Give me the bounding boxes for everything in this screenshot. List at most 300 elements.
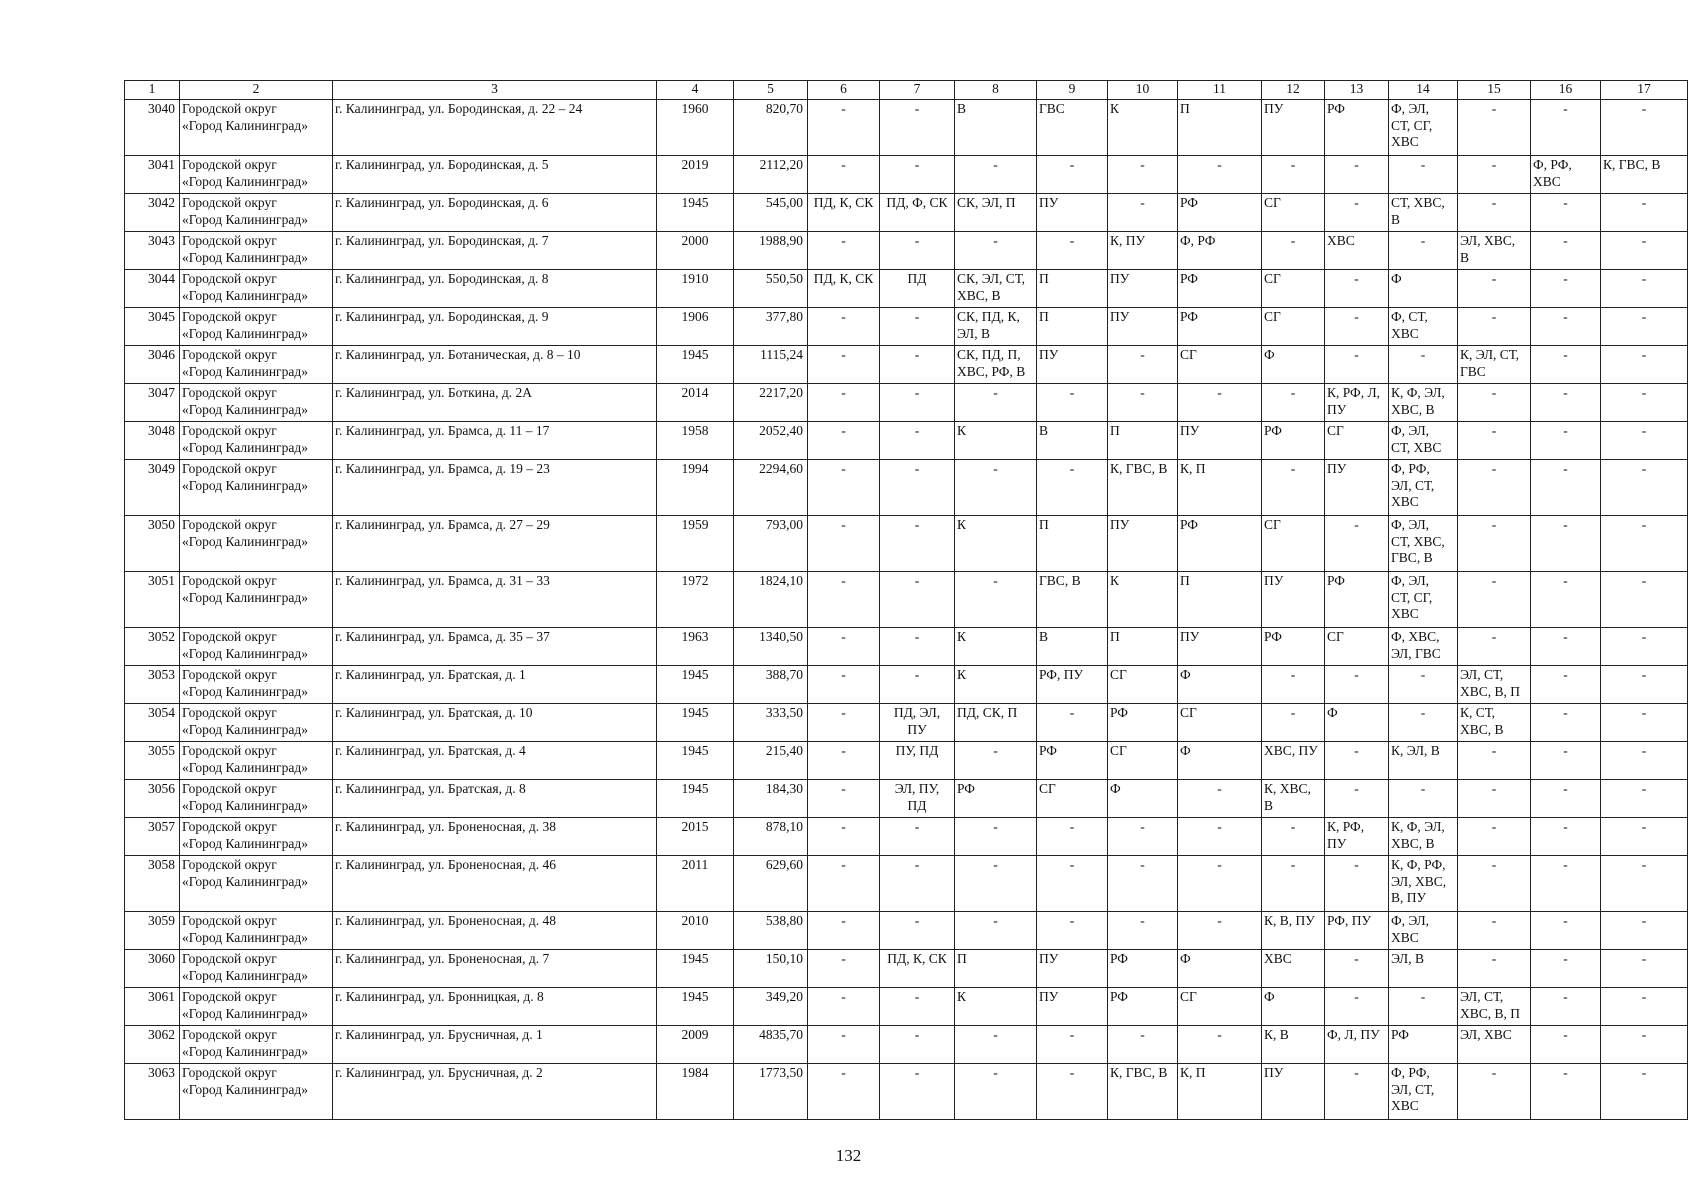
table-cell-col-12: СГ bbox=[1262, 270, 1325, 308]
page-number: 132 bbox=[835, 1146, 862, 1165]
table-cell-col-6: ПД, К, СК bbox=[808, 270, 880, 308]
table-cell-col-10: СГ bbox=[1108, 742, 1178, 780]
table-cell-col-3: г. Калининград, ул. Бронницкая, д. 8 bbox=[333, 988, 657, 1026]
table-cell-col-14: - bbox=[1389, 704, 1458, 742]
table-cell-col-3: г. Калининград, ул. Братская, д. 4 bbox=[333, 742, 657, 780]
table-cell-col-4: 1959 bbox=[657, 516, 734, 572]
table-cell-col-15: - bbox=[1458, 156, 1531, 194]
table-cell-col-10: - bbox=[1108, 912, 1178, 950]
table-cell-col-17: - bbox=[1601, 780, 1688, 818]
table-cell-col-7: - bbox=[880, 912, 955, 950]
table-row bbox=[125, 100, 1688, 156]
table-cell-col-16: - bbox=[1531, 572, 1601, 628]
table-cell-col-8: К bbox=[955, 666, 1037, 704]
table-cell-col-11: - bbox=[1178, 156, 1262, 194]
table-cell-col-6: ПД, К, СК bbox=[808, 194, 880, 232]
table-cell-col-16: - bbox=[1531, 742, 1601, 780]
table-cell-col-5: 377,80 bbox=[734, 308, 808, 346]
table-cell-col-12: - bbox=[1262, 856, 1325, 912]
table-cell-col-1: 3042 bbox=[125, 194, 180, 232]
table-cell-col-14: Ф, ЭЛ, СТ, ХВС, ГВС, В bbox=[1389, 516, 1458, 572]
table-cell-col-2: Городской округ «Город Калининград» bbox=[180, 346, 333, 384]
table-cell-col-8: - bbox=[955, 818, 1037, 856]
table-cell-col-15: - bbox=[1458, 628, 1531, 666]
table-cell-col-2: Городской округ «Город Калининград» bbox=[180, 818, 333, 856]
table-cell-col-9: ПУ bbox=[1037, 194, 1108, 232]
table-cell-col-8: - bbox=[955, 460, 1037, 516]
table-cell-col-2: Городской округ «Город Калининград» bbox=[180, 780, 333, 818]
table-cell-col-4: 1945 bbox=[657, 950, 734, 988]
table-cell-col-3: г. Калининград, ул. Бородинская, д. 7 bbox=[333, 232, 657, 270]
table-cell-col-16: - bbox=[1531, 270, 1601, 308]
table-cell-col-2: Городской округ «Город Калининград» bbox=[180, 232, 333, 270]
table-cell-col-4: 1945 bbox=[657, 194, 734, 232]
table-cell-col-14: К, Ф, РФ, ЭЛ, ХВС, В, ПУ bbox=[1389, 856, 1458, 912]
table-cell-col-9: ГВС, В bbox=[1037, 572, 1108, 628]
table-row bbox=[125, 818, 1688, 856]
table-cell-col-13: - bbox=[1325, 666, 1389, 704]
table-cell-col-11: ПУ bbox=[1178, 422, 1262, 460]
table-cell-col-2: Городской округ «Город Калининград» bbox=[180, 742, 333, 780]
table-cell-col-15: - bbox=[1458, 780, 1531, 818]
table-cell-col-5: 538,80 bbox=[734, 912, 808, 950]
table-cell-col-16: - bbox=[1531, 346, 1601, 384]
table-cell-col-1: 3048 bbox=[125, 422, 180, 460]
table-cell-col-13: ХВС bbox=[1325, 232, 1389, 270]
table-cell-col-11: - bbox=[1178, 1026, 1262, 1064]
table-cell-col-7: - bbox=[880, 422, 955, 460]
table-cell-col-2: Городской округ «Город Калининград» bbox=[180, 422, 333, 460]
table-cell-col-4: 1960 bbox=[657, 100, 734, 156]
table-cell-col-8: В bbox=[955, 100, 1037, 156]
table-cell-col-2: Городской округ «Город Калининград» bbox=[180, 384, 333, 422]
table-cell-col-13: - bbox=[1325, 270, 1389, 308]
table-cell-col-16: - bbox=[1531, 422, 1601, 460]
table-cell-col-11: РФ bbox=[1178, 516, 1262, 572]
table-cell-col-14: К, Ф, ЭЛ, ХВС, В bbox=[1389, 818, 1458, 856]
table-row bbox=[125, 856, 1688, 912]
table-cell-col-16: - bbox=[1531, 194, 1601, 232]
table-cell-col-10: - bbox=[1108, 194, 1178, 232]
table-cell-col-16: - bbox=[1531, 308, 1601, 346]
table-cell-col-7: - bbox=[880, 572, 955, 628]
table-cell-col-16: - bbox=[1531, 384, 1601, 422]
table-cell-col-14: Ф, ЭЛ, ХВС bbox=[1389, 912, 1458, 950]
table-cell-col-3: г. Калининград, ул. Братская, д. 8 bbox=[333, 780, 657, 818]
table-cell-col-13: РФ bbox=[1325, 100, 1389, 156]
table-cell-col-3: г. Калининград, ул. Бородинская, д. 22 – 24 bbox=[333, 100, 657, 156]
table-cell-col-10: Ф bbox=[1108, 780, 1178, 818]
table-cell-col-5: 333,50 bbox=[734, 704, 808, 742]
table-cell-col-9: - bbox=[1037, 384, 1108, 422]
table-cell-col-16: - bbox=[1531, 460, 1601, 516]
table-cell-col-6: - bbox=[808, 742, 880, 780]
table-cell-col-1: 3059 bbox=[125, 912, 180, 950]
table-cell-col-8: - bbox=[955, 232, 1037, 270]
table-cell-col-17: - bbox=[1601, 628, 1688, 666]
table-cell-col-11: РФ bbox=[1178, 308, 1262, 346]
table-cell-col-11: П bbox=[1178, 100, 1262, 156]
table-cell-col-6: - bbox=[808, 666, 880, 704]
table-cell-col-10: К, ГВС, В bbox=[1108, 460, 1178, 516]
table-cell-col-13: РФ, ПУ bbox=[1325, 912, 1389, 950]
column-header-13: 13 bbox=[1325, 81, 1389, 100]
table-cell-col-10: - bbox=[1108, 384, 1178, 422]
table-cell-col-6: - bbox=[808, 704, 880, 742]
table-cell-col-10: ПУ bbox=[1108, 308, 1178, 346]
table-cell-col-10: - bbox=[1108, 156, 1178, 194]
table-cell-col-17: - bbox=[1601, 194, 1688, 232]
table-cell-col-17: - bbox=[1601, 912, 1688, 950]
table-cell-col-9: П bbox=[1037, 516, 1108, 572]
table-cell-col-4: 2014 bbox=[657, 384, 734, 422]
table-cell-col-16: - bbox=[1531, 232, 1601, 270]
table-cell-col-9: - bbox=[1037, 856, 1108, 912]
table-cell-col-2: Городской округ «Город Калининград» bbox=[180, 194, 333, 232]
table-cell-col-12: - bbox=[1262, 818, 1325, 856]
table-cell-col-17: - bbox=[1601, 856, 1688, 912]
table-cell-col-8: - bbox=[955, 1026, 1037, 1064]
table-cell-col-6: - bbox=[808, 572, 880, 628]
table-cell-col-16: - bbox=[1531, 516, 1601, 572]
table-cell-col-7: - bbox=[880, 628, 955, 666]
column-header-11: 11 bbox=[1178, 81, 1262, 100]
table-cell-col-3: г. Калининград, ул. Братская, д. 1 bbox=[333, 666, 657, 704]
table-cell-col-9: ПУ bbox=[1037, 346, 1108, 384]
table-cell-col-16: - bbox=[1531, 856, 1601, 912]
table-cell-col-7: ПУ, ПД bbox=[880, 742, 955, 780]
table-cell-col-9: В bbox=[1037, 628, 1108, 666]
table-cell-col-9: В bbox=[1037, 422, 1108, 460]
column-header-4: 4 bbox=[657, 81, 734, 100]
column-header-8: 8 bbox=[955, 81, 1037, 100]
table-cell-col-6: - bbox=[808, 912, 880, 950]
table-cell-col-10: К, ПУ bbox=[1108, 232, 1178, 270]
table-cell-col-1: 3044 bbox=[125, 270, 180, 308]
table-cell-col-7: - bbox=[880, 100, 955, 156]
column-header-12: 12 bbox=[1262, 81, 1325, 100]
table-cell-col-9: П bbox=[1037, 308, 1108, 346]
table-cell-col-6: - bbox=[808, 818, 880, 856]
table-cell-col-11: - bbox=[1178, 818, 1262, 856]
table-cell-col-9: - bbox=[1037, 912, 1108, 950]
table-cell-col-13: - bbox=[1325, 950, 1389, 988]
register-table-container bbox=[124, 80, 1688, 1120]
table-cell-col-12: Ф bbox=[1262, 988, 1325, 1026]
table-cell-col-11: - bbox=[1178, 384, 1262, 422]
table-cell-col-15: - bbox=[1458, 270, 1531, 308]
table-cell-col-10: СГ bbox=[1108, 666, 1178, 704]
table-row bbox=[125, 572, 1688, 628]
table-cell-col-5: 150,10 bbox=[734, 950, 808, 988]
table-cell-col-2: Городской округ «Город Калининград» bbox=[180, 628, 333, 666]
table-cell-col-1: 3060 bbox=[125, 950, 180, 988]
table-cell-col-2: Городской округ «Город Калининград» bbox=[180, 666, 333, 704]
table-cell-col-3: г. Калининград, ул. Брусничная, д. 2 bbox=[333, 1064, 657, 1120]
table-cell-col-4: 2010 bbox=[657, 912, 734, 950]
table-cell-col-12: ПУ bbox=[1262, 100, 1325, 156]
table-cell-col-3: г. Калининград, ул. Брамса, д. 31 – 33 bbox=[333, 572, 657, 628]
table-cell-col-5: 349,20 bbox=[734, 988, 808, 1026]
table-cell-col-7: - bbox=[880, 232, 955, 270]
table-row bbox=[125, 950, 1688, 988]
table-cell-col-13: - bbox=[1325, 742, 1389, 780]
table-cell-col-2: Городской округ «Город Калининград» bbox=[180, 912, 333, 950]
table-cell-col-1: 3056 bbox=[125, 780, 180, 818]
table-cell-col-8: СК, ЭЛ, П bbox=[955, 194, 1037, 232]
table-cell-col-9: РФ, ПУ bbox=[1037, 666, 1108, 704]
table-cell-col-13: - bbox=[1325, 346, 1389, 384]
table-cell-col-15: - bbox=[1458, 818, 1531, 856]
table-cell-col-17: - bbox=[1601, 516, 1688, 572]
table-cell-col-3: г. Калининград, ул. Брамса, д. 27 – 29 bbox=[333, 516, 657, 572]
table-cell-col-11: РФ bbox=[1178, 194, 1262, 232]
table-cell-col-1: 3045 bbox=[125, 308, 180, 346]
table-cell-col-5: 2294,60 bbox=[734, 460, 808, 516]
table-cell-col-14: Ф, СТ, ХВС bbox=[1389, 308, 1458, 346]
table-row bbox=[125, 666, 1688, 704]
table-cell-col-13: РФ bbox=[1325, 572, 1389, 628]
table-cell-col-9: - bbox=[1037, 156, 1108, 194]
table-cell-col-2: Городской округ «Город Калининград» bbox=[180, 704, 333, 742]
column-header-10: 10 bbox=[1108, 81, 1178, 100]
table-cell-col-17: - bbox=[1601, 1026, 1688, 1064]
table-cell-col-11: - bbox=[1178, 912, 1262, 950]
table-cell-col-5: 1115,24 bbox=[734, 346, 808, 384]
table-cell-col-14: ЭЛ, В bbox=[1389, 950, 1458, 988]
table-cell-col-9: ГВС bbox=[1037, 100, 1108, 156]
table-cell-col-14: - bbox=[1389, 780, 1458, 818]
table-cell-col-15: - bbox=[1458, 950, 1531, 988]
table-body bbox=[125, 100, 1688, 1120]
table-cell-col-6: - bbox=[808, 780, 880, 818]
table-cell-col-16: - bbox=[1531, 950, 1601, 988]
table-cell-col-2: Городской округ «Город Калининград» bbox=[180, 100, 333, 156]
table-cell-col-16: - bbox=[1531, 100, 1601, 156]
table-cell-col-2: Городской округ «Город Калининград» bbox=[180, 1026, 333, 1064]
table-cell-col-10: ПУ bbox=[1108, 270, 1178, 308]
table-cell-col-16: - bbox=[1531, 988, 1601, 1026]
table-cell-col-4: 2000 bbox=[657, 232, 734, 270]
table-row bbox=[125, 1026, 1688, 1064]
table-cell-col-7: - bbox=[880, 308, 955, 346]
table-cell-col-15: - bbox=[1458, 308, 1531, 346]
table-cell-col-17: - bbox=[1601, 742, 1688, 780]
table-header bbox=[125, 81, 1688, 100]
table-cell-col-1: 3057 bbox=[125, 818, 180, 856]
table-cell-col-10: К bbox=[1108, 572, 1178, 628]
table-cell-col-4: 1945 bbox=[657, 346, 734, 384]
table-cell-col-15: - bbox=[1458, 742, 1531, 780]
table-cell-col-3: г. Калининград, ул. Броненосная, д. 7 bbox=[333, 950, 657, 988]
table-cell-col-12: СГ bbox=[1262, 194, 1325, 232]
table-cell-col-11: ПУ bbox=[1178, 628, 1262, 666]
table-cell-col-14: РФ bbox=[1389, 1026, 1458, 1064]
table-cell-col-15: - bbox=[1458, 516, 1531, 572]
table-cell-col-8: СК, ПД, П, ХВС, РФ, В bbox=[955, 346, 1037, 384]
table-cell-col-12: СГ bbox=[1262, 308, 1325, 346]
table-cell-col-9: СГ bbox=[1037, 780, 1108, 818]
table-cell-col-15: - bbox=[1458, 572, 1531, 628]
table-cell-col-17: - bbox=[1601, 950, 1688, 988]
table-cell-col-1: 3061 bbox=[125, 988, 180, 1026]
table-row bbox=[125, 346, 1688, 384]
table-cell-col-15: - bbox=[1458, 912, 1531, 950]
table-cell-col-8: - bbox=[955, 742, 1037, 780]
table-cell-col-11: РФ bbox=[1178, 270, 1262, 308]
table-cell-col-1: 3046 bbox=[125, 346, 180, 384]
table-cell-col-12: ХВС bbox=[1262, 950, 1325, 988]
table-cell-col-7: - bbox=[880, 818, 955, 856]
table-cell-col-10: РФ bbox=[1108, 704, 1178, 742]
table-cell-col-9: ПУ bbox=[1037, 950, 1108, 988]
table-cell-col-7: - bbox=[880, 516, 955, 572]
table-cell-col-4: 1958 bbox=[657, 422, 734, 460]
table-cell-col-10: - bbox=[1108, 818, 1178, 856]
table-cell-col-13: - bbox=[1325, 308, 1389, 346]
table-cell-col-4: 1945 bbox=[657, 780, 734, 818]
table-cell-col-15: - bbox=[1458, 194, 1531, 232]
table-cell-col-2: Городской округ «Город Калининград» bbox=[180, 516, 333, 572]
table-cell-col-6: - bbox=[808, 950, 880, 988]
table-cell-col-9: П bbox=[1037, 270, 1108, 308]
column-header-3: 3 bbox=[333, 81, 657, 100]
table-cell-col-2: Городской округ «Город Калининград» bbox=[180, 308, 333, 346]
table-cell-col-13: - bbox=[1325, 856, 1389, 912]
table-cell-col-16: - bbox=[1531, 1064, 1601, 1120]
table-cell-col-10: П bbox=[1108, 422, 1178, 460]
table-cell-col-8: - bbox=[955, 384, 1037, 422]
column-header-5: 5 bbox=[734, 81, 808, 100]
table-cell-col-5: 215,40 bbox=[734, 742, 808, 780]
table-cell-col-9: РФ bbox=[1037, 742, 1108, 780]
table-cell-col-2: Городской округ «Город Калининград» bbox=[180, 856, 333, 912]
table-cell-col-12: К, В bbox=[1262, 1026, 1325, 1064]
table-cell-col-17: - bbox=[1601, 270, 1688, 308]
table-cell-col-7: - bbox=[880, 346, 955, 384]
table-cell-col-16: Ф, РФ, ХВС bbox=[1531, 156, 1601, 194]
table-row bbox=[125, 1064, 1688, 1120]
table-cell-col-12: К, ХВС, В bbox=[1262, 780, 1325, 818]
table-cell-col-17: - bbox=[1601, 572, 1688, 628]
column-header-15: 15 bbox=[1458, 81, 1531, 100]
table-cell-col-1: 3053 bbox=[125, 666, 180, 704]
table-cell-col-7: - bbox=[880, 1026, 955, 1064]
table-cell-col-13: - bbox=[1325, 988, 1389, 1026]
table-cell-col-14: Ф, РФ, ЭЛ, СТ, ХВС bbox=[1389, 460, 1458, 516]
table-cell-col-5: 388,70 bbox=[734, 666, 808, 704]
table-row bbox=[125, 422, 1688, 460]
table-cell-col-16: - bbox=[1531, 912, 1601, 950]
table-cell-col-14: - bbox=[1389, 232, 1458, 270]
table-cell-col-8: К bbox=[955, 988, 1037, 1026]
table-cell-col-7: - bbox=[880, 384, 955, 422]
table-cell-col-12: ПУ bbox=[1262, 572, 1325, 628]
column-header-1: 1 bbox=[125, 81, 180, 100]
table-cell-col-5: 550,50 bbox=[734, 270, 808, 308]
table-cell-col-14: СТ, ХВС, В bbox=[1389, 194, 1458, 232]
table-cell-col-17: - bbox=[1601, 460, 1688, 516]
table-cell-col-7: - bbox=[880, 460, 955, 516]
table-cell-col-13: Ф bbox=[1325, 704, 1389, 742]
table-cell-col-1: 3054 bbox=[125, 704, 180, 742]
table-cell-col-7: - bbox=[880, 988, 955, 1026]
table-cell-col-2: Городской округ «Город Калининград» bbox=[180, 950, 333, 988]
table-cell-col-12: - bbox=[1262, 384, 1325, 422]
table-cell-col-13: - bbox=[1325, 1064, 1389, 1120]
table-cell-col-14: Ф bbox=[1389, 270, 1458, 308]
table-cell-col-2: Городской округ «Город Калининград» bbox=[180, 988, 333, 1026]
table-cell-col-12: ХВС, ПУ bbox=[1262, 742, 1325, 780]
table-cell-col-15: - bbox=[1458, 856, 1531, 912]
table-cell-col-12: - bbox=[1262, 704, 1325, 742]
table-cell-col-1: 3063 bbox=[125, 1064, 180, 1120]
table-cell-col-17: - bbox=[1601, 384, 1688, 422]
table-cell-col-5: 629,60 bbox=[734, 856, 808, 912]
table-cell-col-1: 3049 bbox=[125, 460, 180, 516]
table-cell-col-17: К, ГВС, В bbox=[1601, 156, 1688, 194]
table-cell-col-4: 2015 bbox=[657, 818, 734, 856]
table-cell-col-1: 3058 bbox=[125, 856, 180, 912]
table-cell-col-5: 545,00 bbox=[734, 194, 808, 232]
table-cell-col-6: - bbox=[808, 156, 880, 194]
table-cell-col-3: г. Калининград, ул. Брусничная, д. 1 bbox=[333, 1026, 657, 1064]
table-cell-col-5: 2052,40 bbox=[734, 422, 808, 460]
table-cell-col-3: г. Калининград, ул. Брамса, д. 35 – 37 bbox=[333, 628, 657, 666]
table-cell-col-3: г. Калининград, ул. Броненосная, д. 46 bbox=[333, 856, 657, 912]
table-cell-col-17: - bbox=[1601, 1064, 1688, 1120]
table-cell-col-4: 2011 bbox=[657, 856, 734, 912]
table-cell-col-3: г. Калининград, ул. Брамса, д. 11 – 17 bbox=[333, 422, 657, 460]
table-cell-col-6: - bbox=[808, 516, 880, 572]
table-cell-col-8: К bbox=[955, 422, 1037, 460]
table-row bbox=[125, 912, 1688, 950]
table-cell-col-11: Ф bbox=[1178, 950, 1262, 988]
table-cell-col-9: - bbox=[1037, 818, 1108, 856]
table-cell-col-7: - bbox=[880, 156, 955, 194]
table-cell-col-7: ПД, Ф, СК bbox=[880, 194, 955, 232]
table-cell-col-14: Ф, ЭЛ, СТ, ХВС bbox=[1389, 422, 1458, 460]
table-cell-col-10: К, ГВС, В bbox=[1108, 1064, 1178, 1120]
table-cell-col-15: - bbox=[1458, 384, 1531, 422]
table-cell-col-5: 1988,90 bbox=[734, 232, 808, 270]
table-cell-col-6: - bbox=[808, 628, 880, 666]
table-cell-col-16: - bbox=[1531, 628, 1601, 666]
table-cell-col-14: - bbox=[1389, 988, 1458, 1026]
table-cell-col-9: - bbox=[1037, 1064, 1108, 1120]
table-cell-col-6: - bbox=[808, 1064, 880, 1120]
table-cell-col-15: К, ЭЛ, СТ, ГВС bbox=[1458, 346, 1531, 384]
table-cell-col-1: 3043 bbox=[125, 232, 180, 270]
table-cell-col-11: К, П bbox=[1178, 460, 1262, 516]
table-cell-col-4: 2019 bbox=[657, 156, 734, 194]
table-cell-col-13: К, РФ, Л, ПУ bbox=[1325, 384, 1389, 422]
table-cell-col-8: РФ bbox=[955, 780, 1037, 818]
table-cell-col-7: - bbox=[880, 856, 955, 912]
table-cell-col-8: К bbox=[955, 516, 1037, 572]
table-cell-col-5: 2112,20 bbox=[734, 156, 808, 194]
table-cell-col-14: К, ЭЛ, В bbox=[1389, 742, 1458, 780]
column-header-9: 9 bbox=[1037, 81, 1108, 100]
table-cell-col-12: СГ bbox=[1262, 516, 1325, 572]
table-cell-col-9: - bbox=[1037, 232, 1108, 270]
table-cell-col-17: - bbox=[1601, 704, 1688, 742]
table-row bbox=[125, 194, 1688, 232]
table-cell-col-8: ПД, СК, П bbox=[955, 704, 1037, 742]
table-cell-col-12: РФ bbox=[1262, 628, 1325, 666]
table-cell-col-12: - bbox=[1262, 156, 1325, 194]
table-cell-col-5: 2217,20 bbox=[734, 384, 808, 422]
